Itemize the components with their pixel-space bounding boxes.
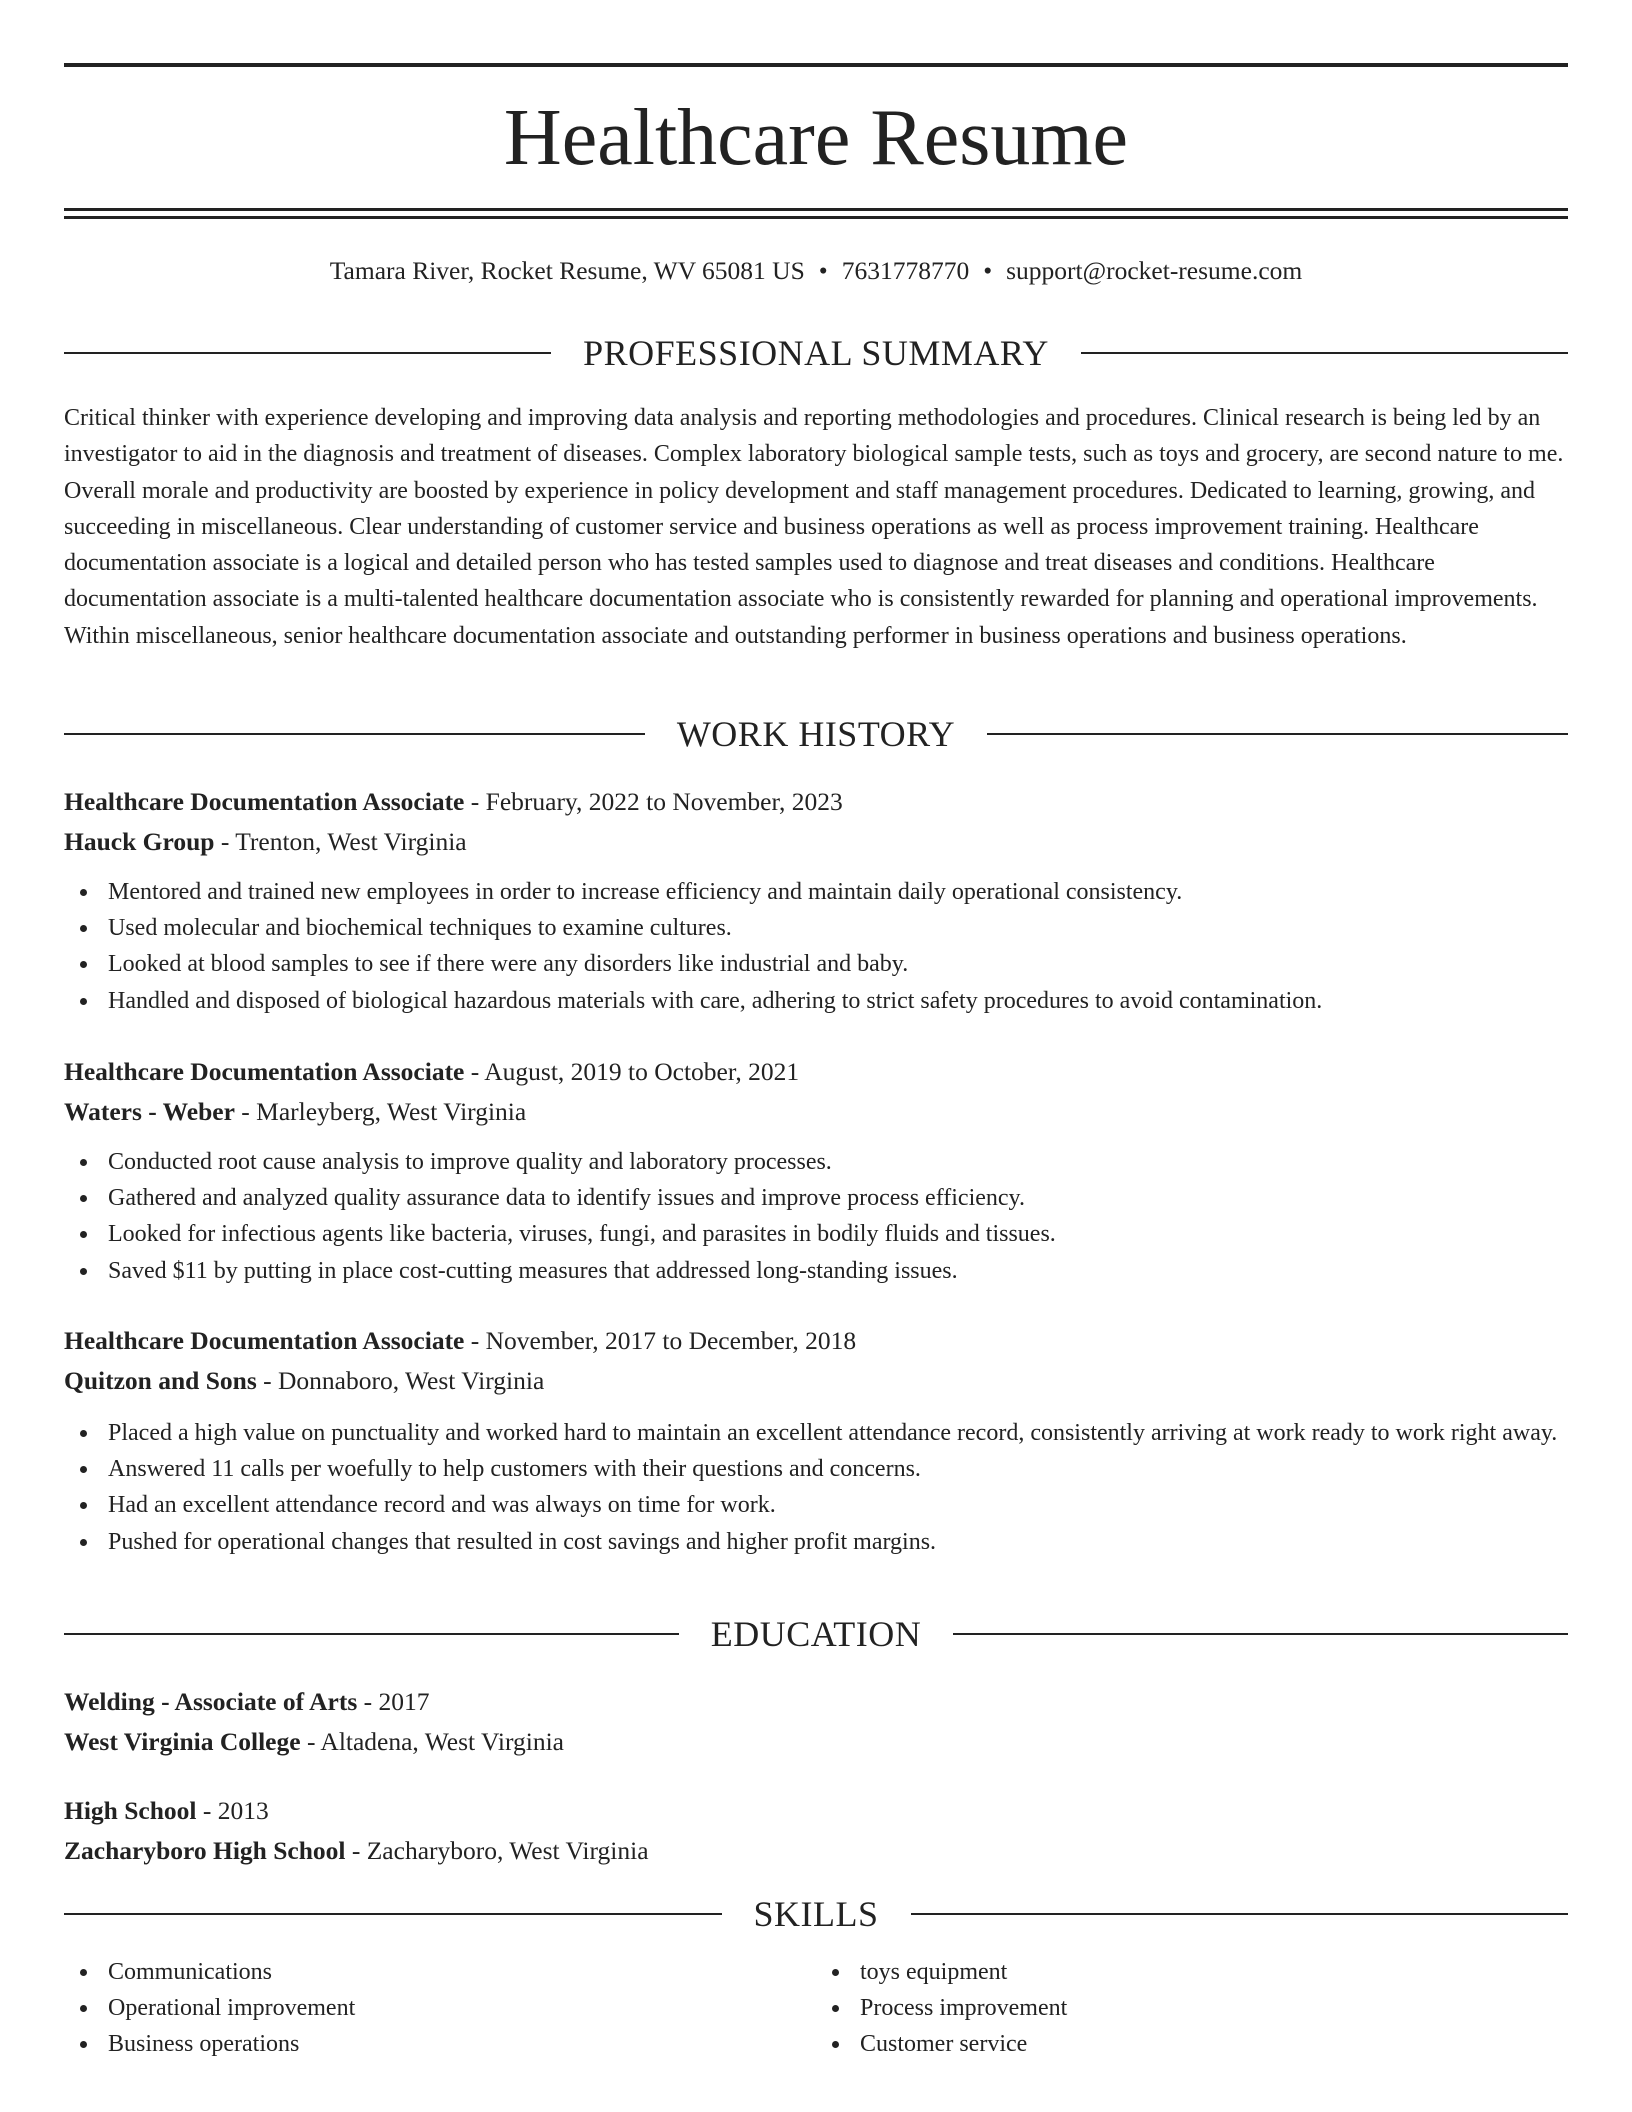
- title-rule-lower: [64, 216, 1568, 219]
- job-location: - Trenton, West Virginia: [214, 827, 467, 856]
- job-bullet: Gathered and analyzed quality assurance data to identify issues and improve process efficiency.: [64, 1180, 1568, 1216]
- job-bullet: Looked for infectious agents like bacteria, viruses, fungi, and parasites in bodily fluids and tissues.: [64, 1216, 1568, 1252]
- title-rule-upper: [64, 208, 1568, 211]
- contact-separator: •: [818, 256, 828, 285]
- job-company: Quitzon and Sons: [64, 1366, 257, 1395]
- document-title: Healthcare Resume: [503, 94, 1129, 182]
- job-title: Healthcare Documentation Associate: [64, 1057, 465, 1086]
- job-bullets: [64, 874, 1568, 1019]
- job-title-line: [64, 1052, 1568, 1092]
- job-location: - Donnaboro, West Virginia: [256, 1366, 545, 1395]
- contact-address: Tamara River, Rocket Resume, WV 65081 US: [329, 256, 805, 285]
- summary-text: Critical thinker with experience developing and improving data analysis and reporting methodologies and procedures. Clinical research is being led by an investigator to aid in the diagnosis and treatment of diseases. Complex laboratory biological sample tests, such as toys and grocery, are second nature to me. Overall morale and productivity are boosted by experience in policy development and staff management procedures. Dedicated to learning, growing, and succeeding in miscellaneous. Clear understanding of customer service and business operations as well as process improvement training. Healthcare documentation associate is a logical and detailed person who has tested samples used to diagnose and treat diseases and conditions. Healthcare documentation associate is a multi-talented healthcare documentation associate who is consistently rewarded for planning and operational improvements. Within miscellaneous, senior healthcare documentation associate and outstanding performer in business operations and business operations.: [64, 405, 1564, 649]
- heading-rule-right: [987, 733, 1568, 735]
- contact-line: [64, 254, 1568, 288]
- job-company: Hauck Group: [64, 827, 215, 856]
- summary-heading: [64, 331, 1568, 375]
- skills-column-right: [816, 1954, 1568, 2063]
- degree-line: [64, 1682, 1568, 1722]
- job-entry: [64, 1321, 1568, 1560]
- school-line: [64, 1831, 1568, 1871]
- job-company-line: [64, 1092, 1568, 1132]
- job-company: Waters - Weber: [64, 1097, 235, 1126]
- degree-line: [64, 1791, 1568, 1831]
- contact-phone: 7631778770: [841, 256, 970, 285]
- education-heading-text: EDUCATION: [710, 1614, 922, 1654]
- job-location: - Marleyberg, West Virginia: [234, 1097, 527, 1126]
- job-bullet: Used molecular and biochemical techniques to examine cultures.: [64, 910, 1568, 946]
- degree: High School: [64, 1796, 197, 1825]
- heading-rule-right: [911, 1913, 1569, 1915]
- degree-year: - 2017: [357, 1687, 430, 1716]
- job-bullet: Handled and disposed of biological hazardous materials with care, adhering to strict safety procedures to avoid contamination.: [64, 983, 1568, 1019]
- degree-year: - 2013: [196, 1796, 269, 1825]
- job-dates: - February, 2022 to November, 2023: [464, 787, 843, 816]
- job-bullets: [64, 1144, 1568, 1289]
- job-entry: [64, 1052, 1568, 1289]
- heading-rule-left: [64, 733, 645, 735]
- job-company-line: [64, 1361, 1568, 1401]
- heading-rule-right: [953, 1633, 1568, 1635]
- job-bullet: Answered 11 calls per woefully to help customers with their questions and concerns.: [64, 1451, 1568, 1487]
- skill-item: Business operations: [64, 2026, 816, 2062]
- contact-email: support@rocket-resume.com: [1006, 256, 1303, 285]
- heading-rule-left: [64, 1633, 679, 1635]
- skills-heading: [64, 1892, 1568, 1936]
- top-rule: [64, 63, 1568, 67]
- job-bullet: Conducted root cause analysis to improve quality and laboratory processes.: [64, 1144, 1568, 1180]
- summary-heading-text: PROFESSIONAL SUMMARY: [583, 333, 1049, 373]
- skills-list: [64, 1954, 1568, 2063]
- skill-item: Operational improvement: [64, 1990, 816, 2026]
- contact-separator: •: [983, 256, 993, 285]
- job-title-line: [64, 1321, 1568, 1361]
- job-bullet: Mentored and trained new employees in order to increase efficiency and maintain daily operational consistency.: [64, 874, 1568, 910]
- job-title-line: [64, 782, 1568, 822]
- skill-item: toys equipment: [816, 1954, 1568, 1990]
- job-bullet: Placed a high value on punctuality and worked hard to maintain an excellent attendance record, consistently arriving at work ready to work right away.: [64, 1415, 1568, 1451]
- job-company-line: [64, 822, 1568, 862]
- school: West Virginia College: [64, 1727, 301, 1756]
- education-entry: [64, 1682, 1568, 1762]
- skill-item: Customer service: [816, 2026, 1568, 2062]
- skills-heading-text: SKILLS: [753, 1894, 879, 1934]
- job-dates: - November, 2017 to December, 2018: [464, 1326, 857, 1355]
- school-location: - Altadena, West Virginia: [300, 1727, 564, 1756]
- school: Zacharyboro High School: [64, 1836, 346, 1865]
- skill-item: Process improvement: [816, 1990, 1568, 2026]
- heading-rule-left: [64, 1913, 722, 1915]
- education-heading: [64, 1612, 1568, 1656]
- job-entry: [64, 782, 1568, 1019]
- degree: Welding - Associate of Arts: [64, 1687, 358, 1716]
- heading-rule-left: [64, 352, 551, 354]
- job-bullets: [64, 1415, 1568, 1560]
- job-bullet: Looked at blood samples to see if there were any disorders like industrial and baby.: [64, 946, 1568, 982]
- job-bullet: Pushed for operational changes that resulted in cost savings and higher profit margins.: [64, 1524, 1568, 1560]
- school-location: - Zacharyboro, West Virginia: [345, 1836, 649, 1865]
- job-dates: - August, 2019 to October, 2021: [464, 1057, 800, 1086]
- skill-item: Communications: [64, 1954, 816, 1990]
- school-line: [64, 1722, 1568, 1762]
- work-history-heading-text: WORK HISTORY: [676, 714, 956, 754]
- work-history-heading: [64, 712, 1568, 756]
- heading-rule-right: [1081, 352, 1568, 354]
- job-title: Healthcare Documentation Associate: [64, 1326, 465, 1355]
- skills-column-left: [64, 1954, 816, 2063]
- job-bullet: Had an excellent attendance record and was always on time for work.: [64, 1487, 1568, 1523]
- job-title: Healthcare Documentation Associate: [64, 787, 465, 816]
- education-entry: [64, 1791, 1568, 1871]
- job-bullet: Saved $11 by putting in place cost-cutting measures that addressed long-standing issues.: [64, 1253, 1568, 1289]
